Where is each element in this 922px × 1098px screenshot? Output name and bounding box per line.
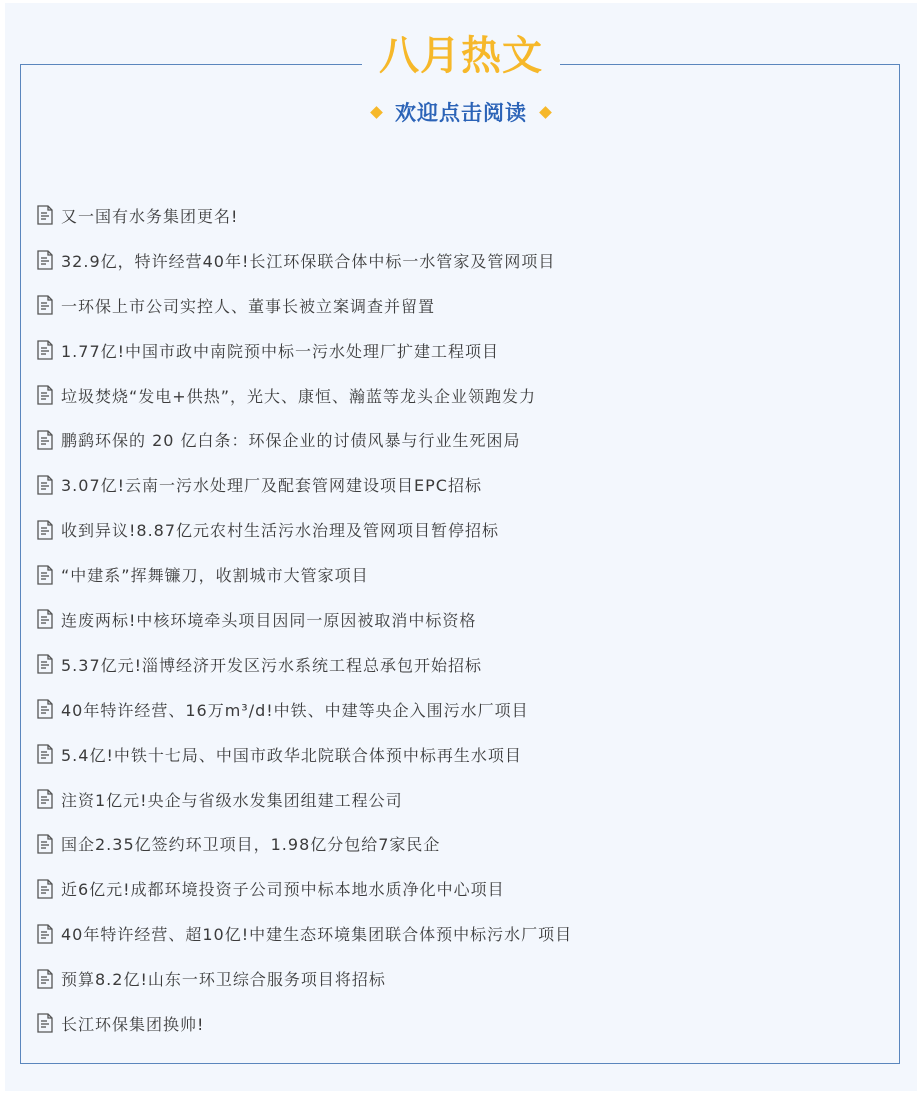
document-icon bbox=[36, 205, 54, 225]
article-title: 40年特许经营、超10亿!中建生态环境集团联合体预中标污水厂项目 bbox=[61, 925, 573, 945]
document-icon bbox=[36, 340, 54, 360]
article-link[interactable] bbox=[36, 866, 876, 911]
article-link[interactable] bbox=[36, 642, 876, 687]
article-title: 注资1亿元!央企与省级水发集团组建工程公司 bbox=[61, 790, 403, 810]
article-link[interactable] bbox=[36, 552, 876, 597]
document-icon bbox=[36, 654, 54, 674]
article-link[interactable] bbox=[36, 238, 876, 283]
article-title: 国企2.35亿签约环卫项目，1.98亿分包给7家民企 bbox=[61, 835, 441, 855]
article-link[interactable] bbox=[36, 373, 876, 418]
document-icon bbox=[36, 699, 54, 719]
document-icon bbox=[36, 565, 54, 585]
article-title: 预算8.2亿!山东一环卫综合服务项目将招标 bbox=[61, 970, 386, 990]
article-link[interactable] bbox=[36, 821, 876, 866]
article-link[interactable] bbox=[36, 597, 876, 642]
article-title: 40年特许经营、16万m³/d!中铁、中建等央企入围污水厂项目 bbox=[61, 700, 529, 720]
article-link[interactable] bbox=[36, 956, 876, 1001]
article-title: 1.77亿!中国市政中南院预中标一污水处理厂扩建工程项目 bbox=[61, 341, 500, 361]
article-link[interactable] bbox=[36, 507, 876, 552]
article-title: 3.07亿!云南一污水处理厂及配套管网建设项目EPC招标 bbox=[61, 476, 482, 496]
document-icon bbox=[36, 520, 54, 540]
document-icon bbox=[36, 969, 54, 989]
article-link[interactable] bbox=[36, 732, 876, 777]
document-icon bbox=[36, 430, 54, 450]
article-list bbox=[36, 193, 876, 1046]
diamond-left-icon bbox=[370, 106, 383, 119]
article-link[interactable] bbox=[36, 283, 876, 328]
article-title: 5.37亿元!淄博经济开发区污水系统工程总承包开始招标 bbox=[61, 655, 483, 675]
article-link[interactable] bbox=[36, 417, 876, 462]
document-icon bbox=[36, 250, 54, 270]
article-title: 32.9亿，特许经营40年!长江环保联合体中标一水管家及管网项目 bbox=[61, 251, 556, 271]
document-icon bbox=[36, 789, 54, 809]
document-icon bbox=[36, 609, 54, 629]
article-title: 5.4亿!中铁十七局、中国市政华北院联合体预中标再生水项目 bbox=[61, 745, 522, 765]
article-link[interactable] bbox=[36, 1001, 876, 1046]
document-icon bbox=[36, 879, 54, 899]
article-title: 一环保上市公司实控人、董事长被立案调查并留置 bbox=[61, 296, 436, 316]
subtitle-row bbox=[0, 97, 922, 127]
document-icon bbox=[36, 834, 54, 854]
article-title: 垃圾焚烧“发电+供热”，光大、康恒、瀚蓝等龙头企业领跑发力 bbox=[61, 386, 536, 406]
article-title: 收到异议!8.87亿元农村生活污水治理及管网项目暂停招标 bbox=[61, 521, 500, 541]
article-link[interactable] bbox=[36, 462, 876, 507]
document-icon bbox=[36, 295, 54, 315]
article-link[interactable] bbox=[36, 193, 876, 238]
article-title: “中建系”挥舞镰刀，收割城市大管家项目 bbox=[61, 566, 369, 586]
article-link[interactable] bbox=[36, 777, 876, 822]
section-title: 八月热文 bbox=[379, 33, 543, 79]
article-link[interactable] bbox=[36, 687, 876, 732]
document-icon bbox=[36, 385, 54, 405]
article-link[interactable] bbox=[36, 911, 876, 956]
document-icon bbox=[36, 744, 54, 764]
document-icon bbox=[36, 1013, 54, 1033]
article-title: 连废两标!中核环境牵头项目因同一原因被取消中标资格 bbox=[61, 610, 477, 630]
document-icon bbox=[36, 924, 54, 944]
article-title: 又一国有水务集团更名! bbox=[61, 206, 239, 226]
diamond-right-icon bbox=[539, 106, 552, 119]
article-title: 鹏鹞环保的 20 亿白条：环保企业的讨债风暴与行业生死困局 bbox=[61, 431, 521, 451]
article-title: 长江环保集团换帅! bbox=[61, 1014, 205, 1034]
document-icon bbox=[36, 475, 54, 495]
subtitle: 欢迎点击阅读 bbox=[395, 101, 527, 125]
article-link[interactable] bbox=[36, 328, 876, 373]
article-title: 近6亿元!成都环境投资子公司预中标本地水质净化中心项目 bbox=[61, 880, 505, 900]
